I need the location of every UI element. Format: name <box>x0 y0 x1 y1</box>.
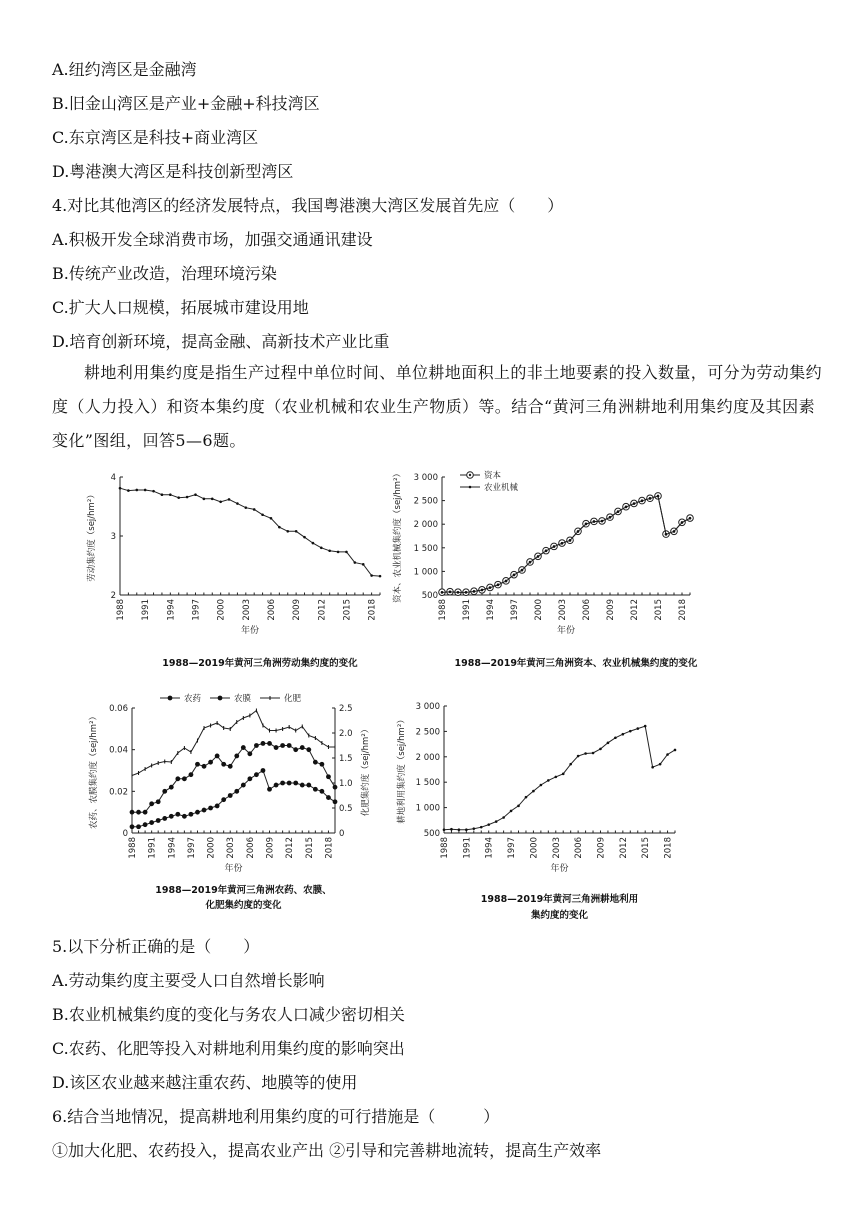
chart-0-series-0-point <box>370 574 373 577</box>
chart-0-series-0-point <box>177 496 180 499</box>
chart-1-series-1-point <box>537 555 540 558</box>
chart-3-y-tick-label: 2 000 <box>415 752 440 763</box>
chart-1-x-tick-label: 2015 <box>654 599 664 621</box>
chart-3-y-tick-label: 3 000 <box>415 702 440 712</box>
chart-2-series-0-point <box>202 808 207 813</box>
chart-1-series-1-point <box>577 530 580 533</box>
chart-2-series-0-point <box>182 814 187 819</box>
chart-2-series-1-point <box>215 754 220 759</box>
chart-2-x-tick-label: 2012 <box>285 837 296 859</box>
chart-1-x-tick-label: 1991 <box>462 599 472 621</box>
chart-1-x-tick-label: 2018 <box>678 599 688 621</box>
chart-2-series-1-point <box>306 747 311 752</box>
chart-2-series-0-point <box>162 816 167 821</box>
chart-1-series-1-point <box>625 506 628 509</box>
chart-2-series-0-point <box>143 822 148 827</box>
chart-3-series-0-point <box>622 733 625 736</box>
chart-2-legend-label: 农药 <box>184 694 202 704</box>
chart-3-x-tick-label: 1994 <box>484 837 495 859</box>
chart-0-x-tick-label: 2000 <box>216 599 227 621</box>
chart-1-y-tick-label: 1 500 <box>413 543 438 554</box>
chart-0-series-0-point <box>345 551 348 554</box>
chart-0-series-0-point <box>169 493 172 496</box>
chart-2-series-1-point <box>267 741 272 746</box>
chart-2-series-1-point <box>234 754 239 759</box>
chart-2-series-1-point <box>156 799 161 804</box>
chart-2-series-1-point <box>241 745 246 750</box>
chart-2-series-0-point <box>320 789 325 794</box>
chart-1-series-1-point <box>617 510 620 513</box>
chart-3-series-0-point <box>510 810 513 813</box>
chart-1-series-1-point <box>561 542 564 545</box>
chart-2-x-tick-label: 2018 <box>324 837 335 859</box>
q3-option-a: A.纽约湾区是金融湾 <box>52 60 197 79</box>
chart-2-series-0-point <box>175 812 180 817</box>
chart-0-series-0-point <box>119 487 122 490</box>
chart-2-series-1-point <box>287 743 292 748</box>
chart-0-x-tick-label: 2012 <box>317 599 328 621</box>
chart-2-series-0-point <box>300 783 305 788</box>
chart-2-y-tick-label-right: 0 <box>339 829 345 839</box>
chart-3-y-tick-label: 1 000 <box>415 803 440 814</box>
chart-3-x-tick-label: 2009 <box>596 837 607 859</box>
chart-0-series-0-point <box>379 575 382 578</box>
chart-1-x-tick-label: 1988 <box>438 599 448 621</box>
chart-1-y-tick-label: 500 <box>421 591 438 601</box>
chart-2-series-0-point <box>241 783 246 788</box>
chart-1-series-1-point <box>449 591 452 594</box>
chart-3-series-0-point <box>569 763 572 766</box>
chart-2-series-1-line <box>132 743 335 812</box>
chart-2-series-0-point <box>221 797 226 802</box>
chart-2-legend-label: 农膜 <box>234 694 252 704</box>
chart-1-series-1-point <box>489 586 492 589</box>
chart-3-series-0-point <box>614 736 617 739</box>
chart-2-series-1-point <box>254 743 259 748</box>
chart-2-series-1-point <box>274 745 279 750</box>
chart-0-series-0-point <box>354 561 357 564</box>
q3-option-b: B.旧金山湾区是产业+金融+科技湾区 <box>52 94 320 113</box>
chart-3-series-0-point <box>554 776 557 779</box>
chart-2-series-0-point <box>287 781 292 786</box>
chart-3-x-tick-label: 2006 <box>574 837 585 859</box>
chart-2-series-1-point <box>208 760 213 765</box>
chart-1-y-axis-label: 资本、农业机械集约度（sej/hm²） <box>393 469 403 603</box>
chart-3-x-tick-label: 2012 <box>618 837 629 859</box>
chart-2-series-0-point <box>189 812 194 817</box>
chart-2-series-1-point <box>261 741 266 746</box>
chart-3-x-tick-label: 1991 <box>462 837 473 859</box>
chart-3-x-axis-label: 年份 <box>550 864 569 874</box>
chart-3-y-axis-label: 耕地利用集约度（sej/hm²） <box>397 715 407 824</box>
intro-paragraph: 耕地利用集约度是指生产过程中单位时间、单位耕地面积上的非土地要素的投入数量，可分为劳动集约度（人力投入）和资本集约度（农业机械和农业生产物质）等。结合“黄河三角洲耕地利用集约度及其因素变化”图组，回答5—6题。 <box>52 363 823 450</box>
chart-3-series-0-point <box>562 773 565 776</box>
chart-1-series-0-line <box>442 496 690 592</box>
chart-3-series-0-point <box>607 742 610 745</box>
chart-2-series-0-point <box>254 772 259 777</box>
chart-2-x-tick-label: 2003 <box>226 837 237 859</box>
chart-1-series-1-point <box>545 550 548 553</box>
chart-3-series-0-point <box>674 749 677 752</box>
chart-2-y-tick-label: 0.06 <box>109 704 128 714</box>
chart-0-x-tick-label: 2006 <box>266 599 277 621</box>
chart-2-x-tick-label: 1997 <box>186 837 197 859</box>
chart-2-legend-marker <box>168 696 173 701</box>
chart-0-series-0-point <box>211 498 214 501</box>
chart-3-series-0-point <box>517 805 520 808</box>
chart-2-series-0-point <box>280 781 285 786</box>
chart-1-y-tick-label: 1 000 <box>413 567 438 578</box>
chart-0-x-tick-label: 1994 <box>166 599 177 621</box>
q4-option-b: B.传统产业改造，治理环境污染 <box>52 264 277 283</box>
chart-1-series-1-point <box>593 520 596 523</box>
chart-3-series-0-point <box>495 820 498 823</box>
chart-2-series-0-point <box>306 783 311 788</box>
chart-1-y-tick-label: 3 000 <box>413 473 438 483</box>
chart-2-series-1-point <box>247 751 252 756</box>
chart-2-y-tick-label: 0.04 <box>109 745 128 756</box>
chart-0-series-0-point <box>278 526 281 529</box>
chart-3-series-0-line <box>444 726 675 830</box>
q3-option-d: D.粤港澳大湾区是科技创新型湾区 <box>52 162 294 181</box>
chart-1-series-1-point <box>513 574 516 577</box>
chart-2-series-0-point <box>274 783 279 788</box>
chart-1-x-tick-label: 2003 <box>558 599 568 621</box>
chart-2-series-1-point <box>326 774 331 779</box>
chart-2-series-0-point <box>293 781 298 786</box>
q4-option-a: A.积极开发全球消费市场，加强交通通讯建设 <box>52 230 373 249</box>
chart-0-series-0-point <box>127 489 130 492</box>
chart-0-series-0-point <box>203 498 206 501</box>
chart-2-series-1-point <box>136 810 141 815</box>
chart-2-series-1-point <box>162 789 167 794</box>
chart-3-series-0-point <box>584 752 587 755</box>
chart-2-series-1-point <box>169 785 174 790</box>
chart-capital-svg <box>390 465 720 680</box>
q3-option-c: C.东京湾区是科技+商业湾区 <box>52 128 259 147</box>
chart-0-y-tick-label: 3 <box>110 532 116 542</box>
chart-1-y-tick-label: 2 000 <box>413 520 438 531</box>
chart-1-x-tick-label: 2012 <box>630 599 640 621</box>
chart-1-series-1-point <box>521 569 524 572</box>
chart-1-series-1-point <box>569 539 572 542</box>
chart-0-series-0-point <box>320 547 323 550</box>
chart-1-y-tick-label: 2 500 <box>413 496 438 507</box>
chart-0-series-0-point <box>236 502 239 505</box>
chart-capital <box>390 465 720 680</box>
chart-3-y-tick-label: 500 <box>423 829 440 839</box>
q5-option-b: B.农业机械集约度的变化与务农人口减少密切相关 <box>52 1005 405 1024</box>
chart-3-x-tick-label: 2000 <box>529 837 540 859</box>
q4-option-c: C.扩大人口规模，拓展城市建设用地 <box>52 298 309 317</box>
q5-option-c: C.农药、化肥等投入对耕地利用集约度的影响突出 <box>52 1039 405 1058</box>
chart-3-series-0-point <box>525 796 528 799</box>
chart-0-series-0-point <box>261 513 264 516</box>
chart-3-series-0-point <box>465 828 468 831</box>
chart-land-use <box>390 688 720 928</box>
chart-3-x-tick-label: 1997 <box>507 837 518 859</box>
chart-3-caption-line-1: 1988—2019年黄河三角洲耕地利用 <box>480 894 639 905</box>
chart-1-series-1-point <box>441 591 444 594</box>
chart-3-y-tick-label: 2 500 <box>415 727 440 738</box>
chart-2-series-0-point <box>136 824 141 829</box>
chart-2-x-tick-label: 2009 <box>265 837 276 859</box>
chart-1-legend-label: 农业机械 <box>484 483 519 493</box>
chart-0-series-0-point <box>152 490 155 493</box>
chart-2-y-tick-label-right: 2.5 <box>339 704 353 714</box>
chart-3-x-tick-label: 2015 <box>641 837 652 859</box>
chart-0-series-0-point <box>295 530 298 533</box>
chart-2-y-tick-label: 0 <box>122 829 128 839</box>
chart-3-series-0-point <box>547 779 550 782</box>
chart-0-x-tick-label: 2018 <box>367 599 378 621</box>
chart-3-series-0-point <box>443 828 446 831</box>
chart-3-series-0-point <box>636 727 639 730</box>
q5-option-d: D.该区农业越来越注重农药、地膜等的使用 <box>52 1073 358 1092</box>
chart-1-x-axis-label: 年份 <box>556 626 576 636</box>
chart-2-series-0-point <box>169 814 174 819</box>
chart-3-series-0-point <box>629 730 632 733</box>
chart-1-series-1-point <box>481 589 484 592</box>
chart-3-series-0-point <box>666 753 669 756</box>
chart-labor <box>70 465 400 680</box>
chart-0-series-0-point <box>219 500 222 503</box>
chart-2-y-axis-label: 农药、农膜集约度（sej/hm²） <box>89 712 99 829</box>
chart-2-series-1-point <box>195 762 200 767</box>
chart-0-x-axis-label: 年份 <box>240 626 260 636</box>
chart-2-series-1-point <box>175 776 180 781</box>
chart-3-series-0-point <box>450 828 453 831</box>
chart-1-series-1-point <box>505 580 508 583</box>
chart-2-series-0-point <box>208 806 213 811</box>
chart-2-y-tick-label-right: 1.5 <box>339 754 353 764</box>
chart-1-series-1-point <box>649 497 652 500</box>
q5-option-a: A.劳动集约度主要受人口自然增长影响 <box>52 971 325 990</box>
chart-3-x-tick-label: 2003 <box>551 837 562 859</box>
chart-2-series-0-point <box>326 795 331 800</box>
chart-2-series-0-point <box>130 824 135 829</box>
chart-2-series-0-point <box>333 799 338 804</box>
chart-0-series-0-point <box>228 498 231 501</box>
chart-2-series-1-point <box>300 745 305 750</box>
chart-3-series-0-point <box>502 816 505 819</box>
chart-0-series-0-point <box>286 530 289 533</box>
q6-option-line: ①加大化肥、农药投入，提高农业产出 ②引导和完善耕地流转，提高生产效率 <box>52 1141 602 1160</box>
chart-1-series-1-point <box>633 502 636 505</box>
chart-0-series-0-point <box>186 496 189 499</box>
chart-2-y-tick-label-right: 0.5 <box>339 804 353 814</box>
chart-2-x-tick-label: 1988 <box>128 837 138 859</box>
chart-2-series-1-point <box>149 801 154 806</box>
chart-1-series-1-point <box>601 520 604 523</box>
chart-2-series-1-point <box>202 764 207 769</box>
chart-1-series-1-point <box>585 523 588 526</box>
chart-pesticide <box>70 688 400 928</box>
chart-3-series-0-point <box>599 748 602 751</box>
chart-3-series-0-point <box>480 826 483 829</box>
chart-0-x-tick-label: 2003 <box>241 599 252 621</box>
chart-0-x-tick-label: 1991 <box>141 599 152 621</box>
q5-stem: 5.以下分析正确的是（ ） <box>52 937 260 956</box>
chart-0-series-0-point <box>362 563 365 566</box>
chart-0-series-0-point <box>303 536 306 539</box>
chart-0-y-axis-label: 劳动集约度（sej/hm²） <box>87 490 97 582</box>
chart-0-series-0-point <box>253 508 256 511</box>
chart-2-series-0-point <box>247 776 252 781</box>
chart-2-x-tick-label: 2000 <box>206 837 217 859</box>
q6-stem: 6.结合当地情况，提高耕地利用集约度的可行措施是（ ） <box>52 1107 500 1126</box>
chart-3-series-0-point <box>532 790 535 793</box>
q4-option-d: D.培育创新环境，提高金融、高新技术产业比重 <box>52 332 390 351</box>
chart-2-series-1-point <box>189 772 194 777</box>
chart-0-series-0-point <box>144 489 147 492</box>
chart-0-series-0-point <box>194 493 197 496</box>
chart-land-use-svg <box>390 688 720 928</box>
chart-0-series-0-point <box>270 517 273 520</box>
chart-0-x-tick-label: 2015 <box>342 599 353 621</box>
chart-2-series-1-point <box>221 762 226 767</box>
chart-2-caption-line-2: 化肥集约度的变化 <box>205 900 282 911</box>
chart-2-x-tick-label: 1991 <box>147 837 158 859</box>
chart-2-series-0-point <box>195 810 200 815</box>
chart-2-caption-line-1: 1988—2019年黄河三角洲农药、农膜、 <box>155 885 332 896</box>
chart-1-x-tick-label: 2000 <box>534 599 544 621</box>
chart-0-series-0-line <box>120 488 380 576</box>
chart-2-series-0-point <box>228 793 233 798</box>
chart-1-x-tick-label: 2009 <box>606 599 616 621</box>
chart-1-series-1-point <box>673 530 676 533</box>
chart-2-series-1-point <box>313 760 318 765</box>
q4-stem: 4.对比其他湾区的经济发展特点，我国粤港澳大湾区发展首先应（ ） <box>52 196 564 215</box>
chart-2-series-1-point <box>182 776 187 781</box>
chart-1-series-1-point <box>529 561 532 564</box>
chart-1-series-1-point <box>641 500 644 503</box>
chart-2-x-tick-label: 2015 <box>304 837 315 859</box>
chart-2-series-0-point <box>234 789 239 794</box>
chart-2-series-1-point <box>228 764 233 769</box>
chart-0-series-0-point <box>312 542 315 545</box>
chart-1-x-tick-label: 2006 <box>582 599 592 621</box>
chart-0-series-0-point <box>161 493 164 496</box>
chart-0-series-0-point <box>135 489 138 492</box>
chart-1-legend-label: 资本 <box>484 471 502 481</box>
chart-2-series-1-point <box>143 810 148 815</box>
chart-0-x-tick-label: 2009 <box>292 599 303 621</box>
chart-1-legend-marker-center <box>469 474 471 476</box>
chart-2-series-1-point <box>333 785 338 790</box>
chart-3-series-0-point <box>659 763 662 766</box>
chart-3-caption-line-2: 集约度的变化 <box>530 910 589 921</box>
chart-2-y-tick-label-right: 1.0 <box>339 779 353 789</box>
chart-3-series-0-point <box>487 823 490 826</box>
chart-2-series-1-point <box>280 743 285 748</box>
chart-0-y-tick-label: 2 <box>110 591 116 601</box>
chart-3-series-0-point <box>592 752 595 755</box>
chart-1-series-1-point <box>681 521 684 524</box>
chart-1-series-1-line <box>442 496 690 592</box>
chart-1-series-1-point <box>473 590 476 593</box>
chart-3-x-tick-label: 2018 <box>663 837 674 859</box>
chart-2-series-0-point <box>313 787 318 792</box>
chart-2-y-axis-label-right: 化肥集约度（sej/hm²） <box>361 724 371 817</box>
chart-0-caption: 1988—2019年黄河三角洲劳动集约度的变化 <box>162 658 358 669</box>
chart-3-series-0-point <box>540 784 543 787</box>
chart-2-series-1-point <box>130 810 135 815</box>
chart-1-legend-marker <box>469 486 472 489</box>
chart-3-series-0-point <box>577 755 580 758</box>
chart-pesticide-svg <box>70 688 400 928</box>
chart-1-series-1-point <box>609 516 612 519</box>
chart-1-caption: 1988—2019年黄河三角洲资本、农业机械集约度的变化 <box>454 658 698 669</box>
chart-2-series-2-line <box>132 711 335 776</box>
chart-labor-svg <box>70 465 400 680</box>
chart-0-x-tick-label: 1997 <box>191 599 202 621</box>
chart-2-series-0-point <box>156 818 161 823</box>
chart-1-series-1-point <box>553 545 556 548</box>
chart-0-x-tick-label: 1988 <box>116 599 126 621</box>
chart-3-series-0-point <box>458 828 461 831</box>
chart-2-legend-label: 化肥 <box>284 694 302 704</box>
chart-1-x-tick-label: 1994 <box>486 599 496 621</box>
chart-3-y-tick-label: 1 500 <box>415 778 440 789</box>
chart-2-series-0-point <box>267 787 272 792</box>
chart-1-series-1-point <box>665 533 668 536</box>
chart-1-series-1-point <box>657 495 660 498</box>
chart-0-series-0-point <box>328 549 331 552</box>
chart-0-series-0-point <box>337 551 340 554</box>
chart-1-series-1-point <box>465 591 468 594</box>
chart-3-series-0-point <box>473 827 476 830</box>
chart-2-series-1-point <box>320 762 325 767</box>
chart-3-x-tick-label: 1988 <box>440 837 450 859</box>
chart-2-series-0-point <box>261 768 266 773</box>
chart-2-series-1-point <box>293 747 298 752</box>
chart-2-x-tick-label: 2006 <box>245 837 256 859</box>
chart-2-series-0-point <box>215 804 220 809</box>
chart-1-series-1-point <box>689 517 692 520</box>
chart-0-y-tick-label: 4 <box>110 473 116 483</box>
chart-2-x-axis-label: 年份 <box>224 864 243 874</box>
chart-1-x-tick-label: 1997 <box>510 599 520 621</box>
chart-3-series-0-point <box>651 766 654 769</box>
chart-2-legend-marker <box>218 696 223 701</box>
chart-2-y-tick-label-right: 2.0 <box>339 729 353 739</box>
chart-0-series-0-point <box>245 506 248 509</box>
chart-3-series-0-point <box>644 725 647 728</box>
chart-2-x-tick-label: 1994 <box>167 837 178 859</box>
chart-2-y-tick-label: 0.02 <box>109 787 128 798</box>
chart-1-series-1-point <box>497 584 500 587</box>
chart-1-series-1-point <box>457 591 460 594</box>
chart-2-series-0-point <box>149 820 154 825</box>
